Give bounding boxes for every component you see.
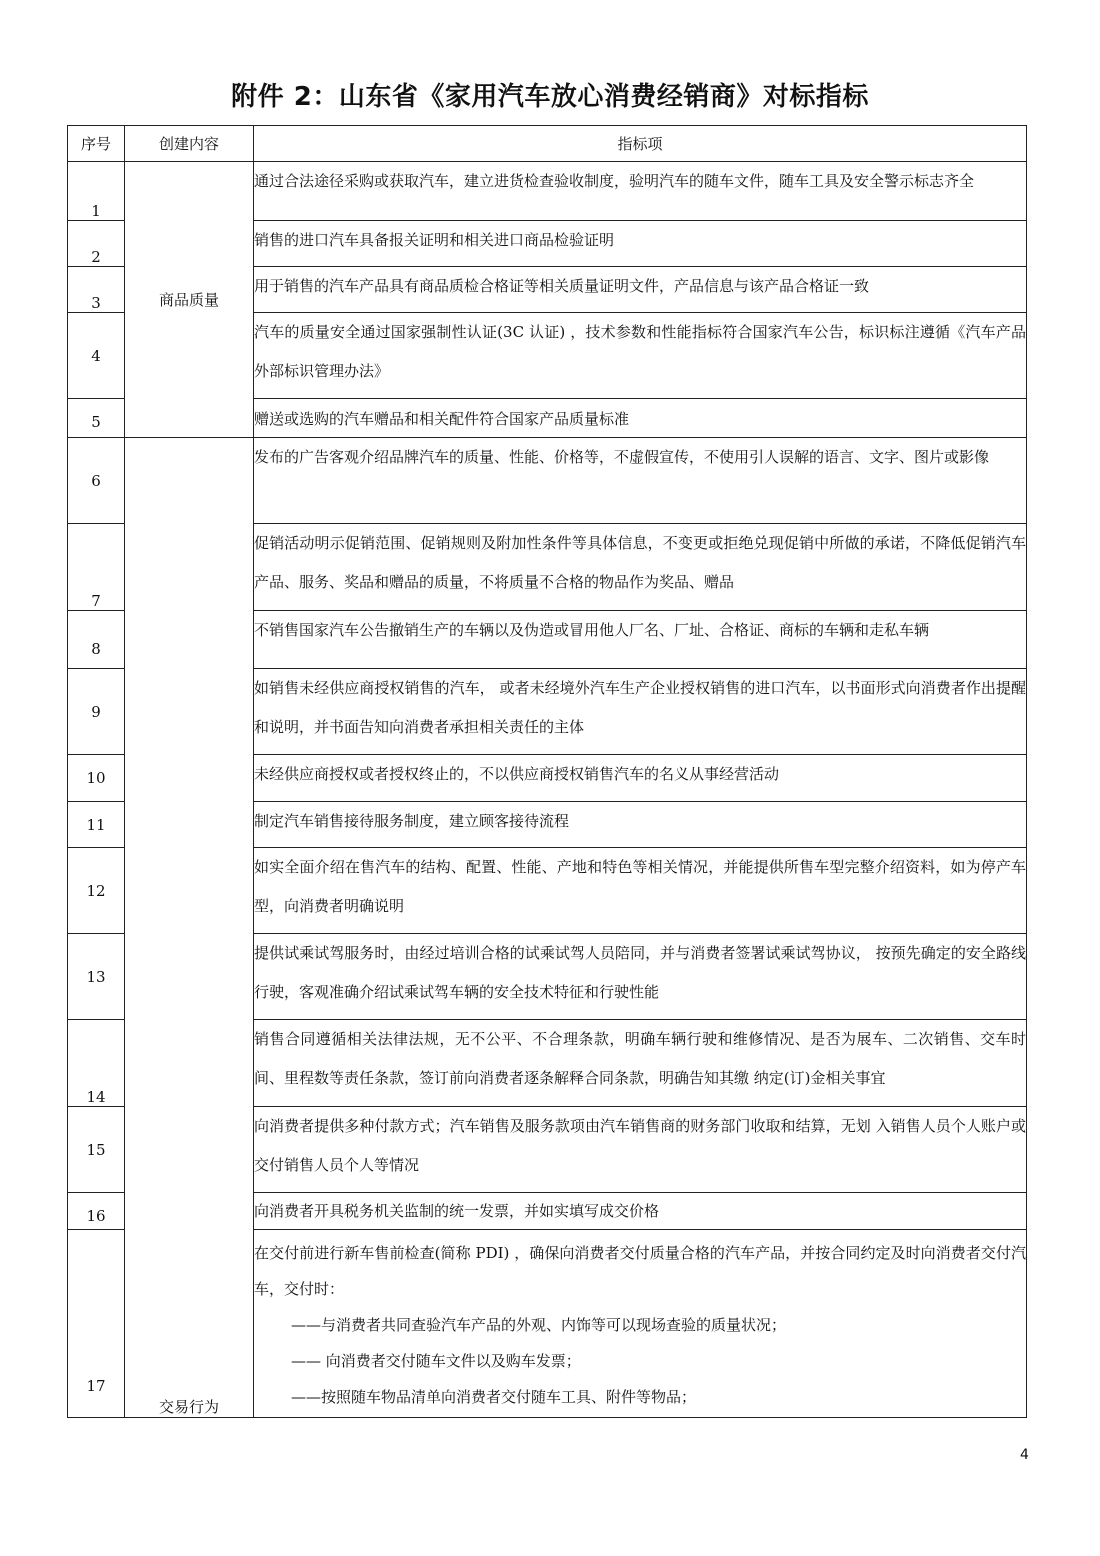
row-number: 11: [68, 802, 125, 848]
table-header-row: [68, 126, 1027, 162]
header-category: 创建内容: [125, 126, 254, 162]
item-line: 在交付前进行新车售前检查(简称 PDI) ，确保向消费者交付质量合格的汽车产品，并按合同约定及时向消费者交付汽车，交付时：: [254, 1244, 1026, 1298]
document-title: 附件 2：山东省《家用汽车放心消费经销商》对标指标: [231, 82, 869, 112]
row-number: 5: [68, 399, 125, 438]
row-number: 16: [68, 1193, 125, 1230]
item-line: 发布的广告客观介绍品牌汽车的质量、性能、价格等，不虚假宣传，不使用引人误解的语言、文字、图片或影像: [254, 448, 990, 466]
item-line: 向消费者提供多种付款方式；汽车销售及服务款项由汽车销售商的财务部门收取和结算，无划 入销售人员个人账户或交付销售人员个人等情况: [254, 1117, 1026, 1174]
item-line: 赠送或选购的汽车赠品和相关配件符合国家产品质量标准: [254, 410, 630, 428]
header-no: 序号: [68, 126, 125, 162]
item-sub-line: —— 向消费者交付随车文件以及购车发票；: [291, 1352, 581, 1370]
row-number: 12: [68, 848, 125, 934]
item-line: 制定汽车销售接待服务制度，建立顾客接待流程: [254, 812, 570, 830]
row-item: [254, 313, 1027, 399]
row-item: [254, 1107, 1027, 1193]
category-cell-trade: 交易行为: [125, 438, 254, 1418]
row-item: [254, 611, 1027, 669]
row-item: [254, 848, 1027, 934]
item-line: 汽车的质量安全通过国家强制性认证(3C 认证) ，技术参数和性能指标符合国家汽车公告，标识标注遵循《汽车产品外部标识管理办法》: [254, 323, 1026, 380]
row-number: 4: [68, 313, 125, 399]
header-item: 指标项: [254, 126, 1027, 162]
item-line: 不销售国家汽车公告撤销生产的车辆以及伪造或冒用他人厂名、厂址、合格证、商标的车辆和走私车辆: [254, 621, 930, 639]
item-line: 提供试乘试驾服务时，由经过培训合格的试乘试驾人员陪同，并与消费者签署试乘试驾协议， 按预先确定的安全路线行驶，客观准确介绍试乘试驾车辆的安全技术特征和行驶性能: [254, 944, 1026, 1001]
row-item: [254, 399, 1027, 438]
item-line: 用于销售的汽车产品具有商品质检合格证等相关质量证明文件，产品信息与该产品合格证一致: [254, 277, 870, 295]
row-item: [254, 1020, 1027, 1107]
row-item: [254, 524, 1027, 611]
item-sub-line: ——与消费者共同查验汽车产品的外观、内饰等可以现场查验的质量状况；: [291, 1316, 787, 1334]
row-item: [254, 1193, 1027, 1230]
row-number: 17: [68, 1230, 125, 1418]
item-line: 向消费者开具税务机关监制的统一发票，并如实填写成交价格: [254, 1202, 660, 1220]
row-item: [254, 438, 1027, 524]
category-cell-quality: 商品质量: [125, 162, 254, 438]
item-line: 如实全面介绍在售汽车的结构、配置、性能、产地和特色等相关情况，并能提供所售车型完整介绍资料，如为停产车型，向消费者明确说明: [254, 858, 1026, 915]
row-number: 1: [68, 162, 125, 221]
row-item: [254, 934, 1027, 1020]
table-row: [68, 438, 1027, 524]
item-line: 未经供应商授权或者授权终止的，不以供应商授权销售汽车的名义从事经营活动: [254, 765, 780, 783]
item-line: 如销售未经供应商授权销售的汽车， 或者未经境外汽车生产企业授权销售的进口汽车，以书面形式向消费者作出提醒和说明，并书面告知向消费者承担相关责任的主体: [254, 679, 1026, 736]
row-number: 9: [68, 669, 125, 755]
page-number: 4: [1020, 1447, 1029, 1463]
row-number: 10: [68, 755, 125, 802]
row-number: 15: [68, 1107, 125, 1193]
row-number: 3: [68, 267, 125, 313]
item-line: 促销活动明示促销范围、促销规则及附加性条件等具体信息，不变更或拒绝兑现促销中所做的承诺，不降低促销汽车产品、服务、奖品和赠品的质量，不将质量不合格的物品作为奖品、赠品: [254, 534, 1026, 591]
item-sub-line: ——按照随车物品清单向消费者交付随车工具、附件等物品；: [291, 1388, 697, 1406]
row-number: 6: [68, 438, 125, 524]
table-row: [68, 162, 1027, 221]
row-item: [254, 267, 1027, 313]
indicator-table: [67, 125, 1027, 1418]
row-item: [254, 1230, 1027, 1418]
item-line: 销售的进口汽车具备报关证明和相关进口商品检验证明: [254, 231, 615, 249]
row-item: [254, 162, 1027, 221]
row-number: 2: [68, 221, 125, 267]
row-item: [254, 669, 1027, 755]
item-line: 通过合法途径采购或获取汽车，建立进货检查验收制度，验明汽车的随车文件，随车工具及安全警示标志齐全: [254, 172, 975, 190]
row-number: 13: [68, 934, 125, 1020]
row-item: [254, 221, 1027, 267]
row-number: 7: [68, 524, 125, 611]
row-number: 14: [68, 1020, 125, 1107]
item-line: 销售合同遵循相关法律法规，无不公平、不合理条款，明确车辆行驶和维修情况、是否为展车、二次销售、交车时间、里程数等责任条款，签订前向消费者逐条解释合同条款，明确告知其缴 纳定(订)金相关事宜: [254, 1030, 1026, 1087]
row-item: [254, 755, 1027, 802]
row-number: 8: [68, 611, 125, 669]
row-item: [254, 802, 1027, 848]
